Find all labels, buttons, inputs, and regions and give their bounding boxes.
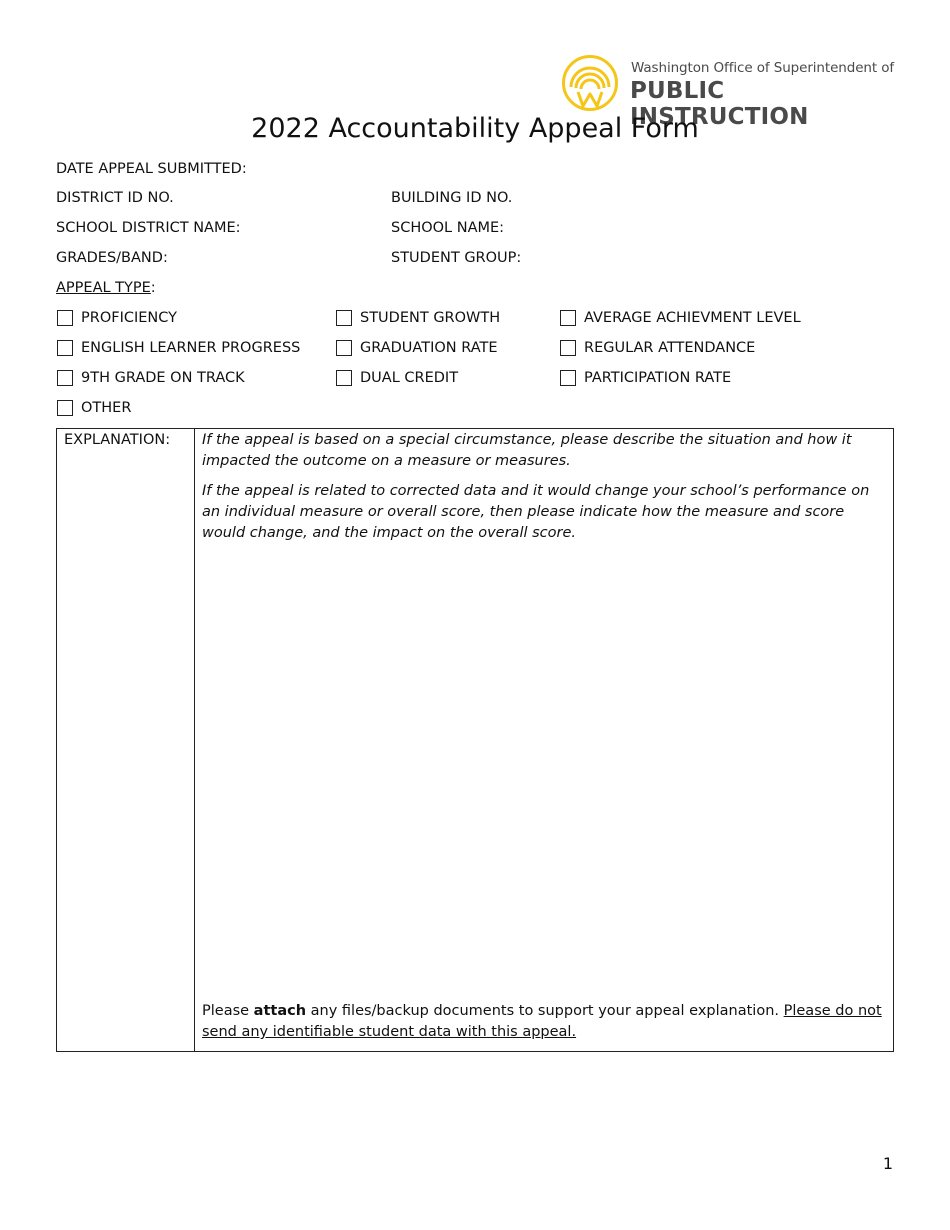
- option-english-learner-progress: ENGLISH LEARNER PROGRESS: [81, 340, 301, 356]
- checkbox-average-achievement-level[interactable]: [560, 310, 576, 326]
- option-average-achievement-level: AVERAGE ACHIEVMENT LEVEL: [584, 310, 801, 326]
- option-regular-attendance: REGULAR ATTENDANCE: [584, 340, 756, 356]
- checkbox-dual-credit[interactable]: [336, 370, 352, 386]
- option-proficiency: PROFICIENCY: [81, 310, 177, 326]
- option-9th-grade-on-track: 9TH GRADE ON TRACK: [81, 370, 245, 386]
- attach-note: [202, 1001, 888, 1043]
- attach-note-warning: Please do not send any identifiable student data with this appeal.: [202, 1003, 882, 1040]
- ospi-logo: [561, 54, 897, 130]
- attach-note-pre: Please: [202, 1003, 254, 1019]
- date-submitted-field[interactable]: DATE APPEAL SUBMITTED:: [56, 161, 247, 177]
- ospi-emblem-icon: [561, 54, 619, 112]
- option-dual-credit: DUAL CREDIT: [360, 370, 459, 386]
- page-number: 1: [882, 1154, 893, 1173]
- explanation-instruction-1: If the appeal is based on a special circumstance, please describe the situation and how it impacted the outcome on a measure or measures.: [202, 432, 852, 469]
- school-name-field[interactable]: SCHOOL NAME:: [391, 220, 505, 236]
- district-name-field[interactable]: SCHOOL DISTRICT NAME:: [56, 220, 241, 236]
- explanation-box[interactable]: [56, 428, 894, 1052]
- option-graduation-rate: GRADUATION RATE: [360, 340, 498, 356]
- student-group-field[interactable]: STUDENT GROUP:: [391, 250, 522, 266]
- building-id-field[interactable]: BUILDING ID NO.: [391, 190, 513, 206]
- checkbox-graduation-rate[interactable]: [336, 340, 352, 356]
- checkbox-regular-attendance[interactable]: [560, 340, 576, 356]
- explanation-label: EXPLANATION:: [64, 432, 171, 448]
- grades-band-field[interactable]: GRADES/BAND:: [56, 250, 168, 266]
- checkbox-participation-rate[interactable]: [560, 370, 576, 386]
- option-participation-rate: PARTICIPATION RATE: [584, 370, 732, 386]
- appeal-type-label: APPEAL TYPE: [56, 280, 151, 296]
- checkbox-english-learner-progress[interactable]: [57, 340, 73, 356]
- logo-line-1: Washington Office of Superintendent of: [631, 60, 895, 76]
- district-id-field[interactable]: DISTRICT ID NO.: [56, 190, 174, 206]
- appeal-type-colon: :: [150, 280, 156, 296]
- attach-note-mid: any files/backup documents to support your appeal explanation.: [306, 1003, 784, 1019]
- checkbox-other[interactable]: [57, 400, 73, 416]
- page-title: 2022 Accountability Appeal Form: [251, 113, 699, 144]
- explanation-divider: [194, 429, 195, 1051]
- attach-note-bold: attach: [253, 1003, 307, 1019]
- checkbox-9th-grade-on-track[interactable]: [57, 370, 73, 386]
- logo-line-2: PUBLIC INSTRUCTION: [630, 78, 809, 130]
- checkbox-student-growth[interactable]: [336, 310, 352, 326]
- option-student-growth: STUDENT GROWTH: [360, 310, 501, 326]
- option-other: OTHER: [81, 400, 132, 416]
- appeal-type-heading: [56, 280, 156, 296]
- explanation-instruction-2: If the appeal is related to corrected data and it would change your school’s performance on an individual measure or overall score, then please indicate how the measure and score would change, and the impact on the overall score.: [202, 483, 870, 541]
- checkbox-proficiency[interactable]: [57, 310, 73, 326]
